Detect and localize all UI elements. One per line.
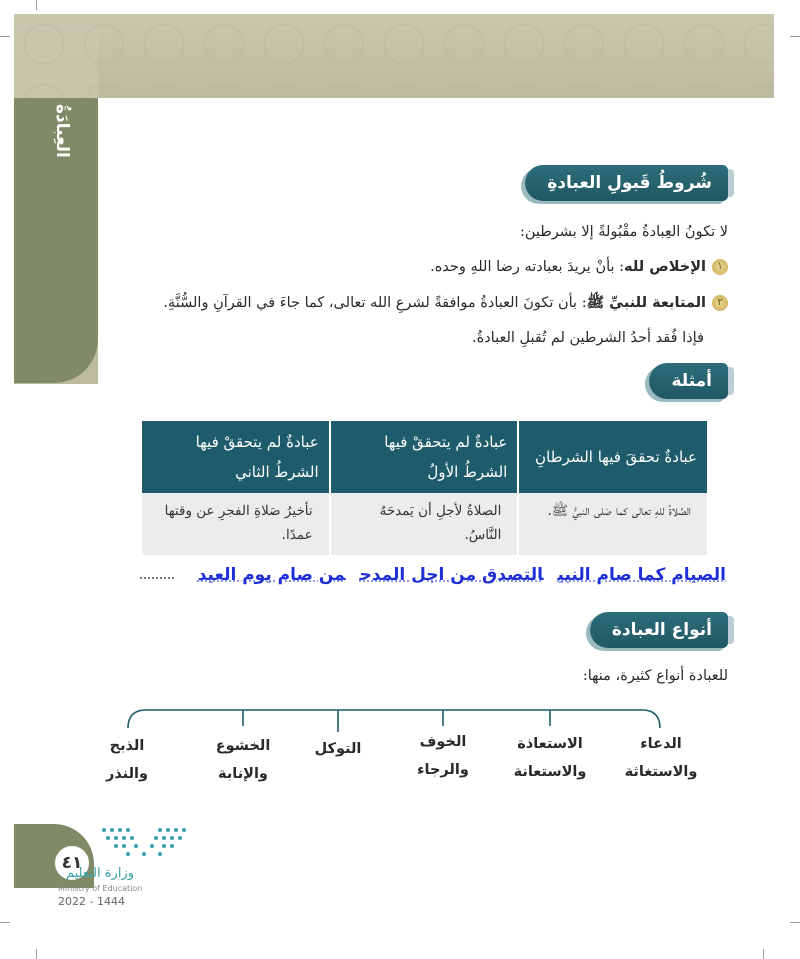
worship-type-3 bbox=[388, 728, 498, 784]
crop-mark bbox=[0, 922, 10, 923]
worship-type-line: والرجاء bbox=[417, 762, 469, 778]
table-header: عبادةٌ لم يتحققْ فيها الشرطُ الأولُ bbox=[330, 421, 519, 493]
condition-text: : بأن تكونَ العبادةُ موافقةً لشرعِ الله تعالى، كما جاءَ في القرآنِ والسُّنَّةِ. bbox=[163, 295, 587, 311]
worship-type-line: الخوف bbox=[419, 734, 467, 750]
condition-text: : بأنْ يريدَ بعبادته رضا اللهِ وحده. bbox=[430, 259, 625, 275]
worship-type-line: الدعاء bbox=[640, 736, 682, 752]
table-cell: الصَّلاةُ للهِ تعالى كما صَلى النبيُّ ﷺ. bbox=[518, 493, 707, 555]
number-badge: ٢ bbox=[712, 295, 728, 311]
crop-mark bbox=[36, 0, 37, 10]
table-header: عبادةٌ تحققَ فيها الشرطانِ bbox=[518, 421, 707, 493]
chapter-title: العِبادَةُ bbox=[52, 104, 72, 158]
worship-type-line: التوكل bbox=[314, 741, 362, 757]
edition-year: 2022 - 1444 bbox=[58, 895, 125, 908]
examples-table bbox=[140, 421, 707, 555]
condition-item-1 bbox=[430, 259, 728, 275]
table-header: عبادةٌ لم يتحققْ فيها الشرطُ الثاني bbox=[141, 421, 330, 493]
crop-mark bbox=[790, 36, 800, 37]
worship-type-1 bbox=[606, 730, 716, 786]
student-answer-1: الصيام كما صام النبي bbox=[557, 565, 726, 585]
section-title-types: أنواع العبادة bbox=[590, 612, 728, 648]
table-row bbox=[141, 493, 707, 555]
worship-type-line: الاستعاذة bbox=[517, 736, 583, 752]
worship-type-line: الذبح bbox=[109, 738, 145, 754]
top-decorative-band bbox=[14, 14, 774, 98]
section-title-examples: أمثلة bbox=[649, 363, 728, 399]
number-badge: ١ bbox=[712, 259, 728, 275]
student-answer-row bbox=[184, 565, 726, 585]
condition-keyword: المتابعة للنبيِّ ﷺ bbox=[586, 295, 706, 311]
conditions-conclusion: فإذا فُقد أحدُ الشرطين لم تُقبلِ العبادةُ. bbox=[472, 330, 704, 346]
page-number: ٤١ bbox=[52, 843, 92, 883]
crop-mark bbox=[0, 36, 10, 37]
dotted-answer-line bbox=[140, 577, 174, 579]
table-cell: الصلاةُ لأجلِ أن يَمدحَهُ النَّاسُ. bbox=[330, 493, 519, 555]
section-title-conditions: شُروطُ قَبولِ العبادةِ bbox=[525, 165, 728, 201]
ministry-logo-icon bbox=[98, 826, 190, 858]
worship-type-2 bbox=[495, 730, 605, 786]
crop-mark bbox=[763, 949, 764, 959]
table-cell: تأخيرُ صَلاةِ الفجرِ عن وقتها عمدًا. bbox=[141, 493, 330, 555]
ministry-name-arabic: وزارة التعليم bbox=[65, 866, 135, 881]
ministry-name-english: Ministry of Education bbox=[58, 884, 143, 893]
worship-type-line: والاستعانة bbox=[513, 764, 587, 780]
student-answer-2: التصدق من اجل المدح bbox=[359, 565, 544, 585]
worship-type-4 bbox=[283, 735, 393, 763]
worship-type-line: والإنابة bbox=[218, 766, 268, 782]
worship-type-line: والاستغاثة bbox=[624, 764, 698, 780]
table-header-row bbox=[141, 421, 707, 493]
worship-type-line: الخشوع bbox=[215, 738, 271, 754]
condition-keyword: الإخلاص لله bbox=[624, 259, 706, 275]
worship-type-line: والنذر bbox=[105, 766, 149, 782]
condition-item-2 bbox=[163, 294, 728, 315]
crop-mark bbox=[790, 922, 800, 923]
worship-type-6 bbox=[72, 732, 182, 788]
worship-type-5 bbox=[188, 732, 298, 788]
conditions-intro: لا تكونُ العِبادةُ مقْبُولةً إلا بشرطين: bbox=[519, 224, 728, 240]
types-intro: للعبادة أنواع كثيرة، منها: bbox=[582, 668, 728, 684]
student-answer-3: من صام يوم العيد bbox=[197, 565, 346, 585]
crop-mark bbox=[36, 949, 37, 959]
